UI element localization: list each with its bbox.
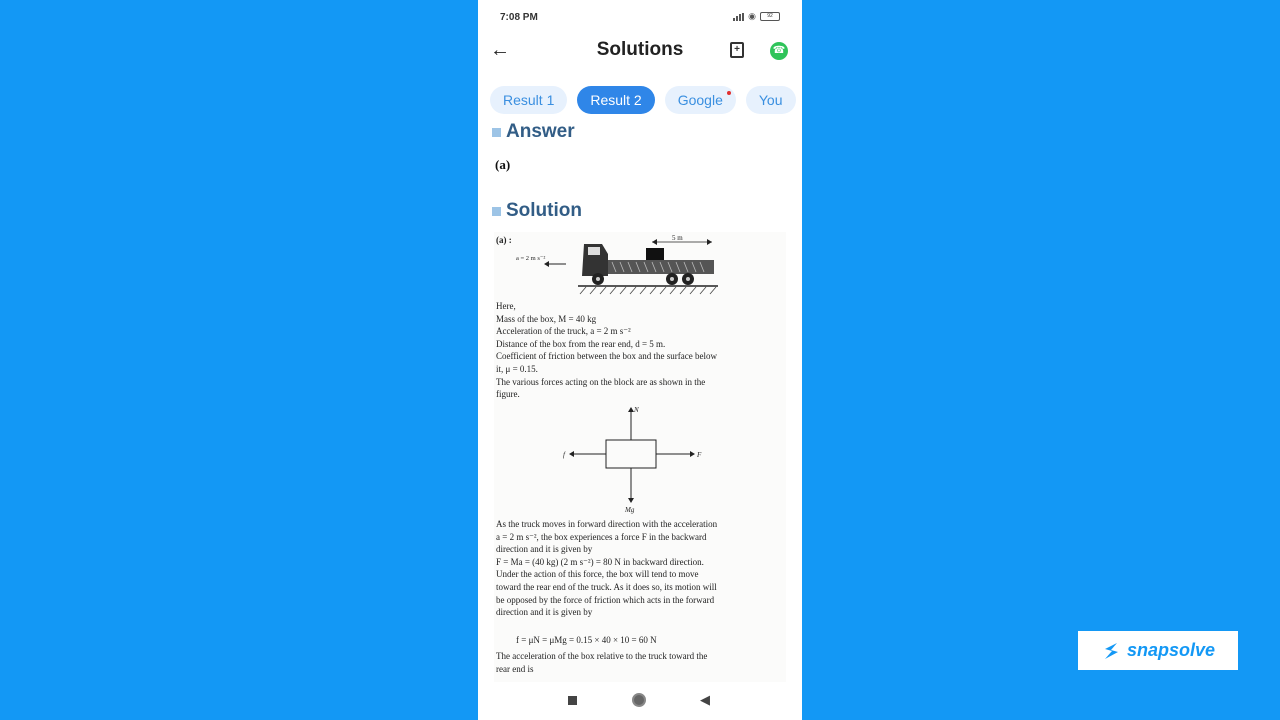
force-right-label: F [697,451,702,459]
text-line: a = 2 m s⁻², the box experiences a force F in the backward [496,531,707,542]
recents-icon[interactable] [568,696,577,705]
home-icon[interactable] [632,693,646,707]
text-line: Coefficient of friction between the box and the surface below [496,351,718,362]
text-line: The acceleration of the box relative to the truck toward the [496,651,708,661]
text-line: figure. [496,389,520,400]
tab-youtube[interactable]: You [746,86,796,114]
text-line: Under the action of this force, the box will tend to move [496,569,699,580]
truck-figure [514,232,724,296]
notification-dot [727,91,731,95]
solution-heading [492,200,582,222]
solution-part-label: (a) : [496,235,512,245]
nav-back-icon[interactable]: ◀ [700,692,710,707]
text-line: be opposed by the force of friction which acts in the forward [496,594,715,605]
tab-result-2[interactable]: Result 2 [577,86,654,114]
acceleration-label: a = 2 m s⁻² [516,255,546,262]
text-line: rear end is [496,663,534,674]
friction-equation: f = μN = μMg = 0.15 × 40 × 10 = 60 N [516,635,657,645]
text-line: Acceleration of the truck, a = 2 m s⁻² [496,326,631,337]
text-line: toward the rear end of the truck. As it does so, its motion will [496,581,717,592]
phone-screen [478,0,802,720]
battery-icon: 92 [760,12,780,21]
text-line: direction and it is given by [496,607,593,618]
back-arrow-icon[interactable]: ← [490,39,510,61]
force-left-label: f [563,451,565,459]
text-line: direction and it is given by [496,544,593,555]
force-diagram [554,404,714,516]
solution-image [494,232,786,682]
text-line: Here, [496,301,516,311]
text-line: Distance of the box from the rear end, d = 5 m. [496,338,666,349]
solution-heading-text: Solution [506,200,582,221]
answer-part: (a) [495,157,511,172]
text-line: As the truck moves in forward direction with the acceleration [496,519,718,529]
text-line: The various forces acting on the block are as shown in the [496,376,706,387]
distance-label: 5 m [672,234,683,242]
signal-icon [733,13,744,21]
status-bar [478,0,802,34]
whatsapp-icon[interactable]: ☎ [770,42,788,60]
bookmark-icon[interactable]: + [730,42,744,58]
answer-heading-text: Answer [506,121,575,142]
heading-square-icon [492,128,501,137]
explanation-text [496,518,768,619]
tab-google[interactable] [665,86,736,114]
given-text [496,300,768,401]
heading-square-icon [492,207,501,216]
closing-text [496,650,768,675]
status-time: 7:08 PM [500,12,538,23]
force-up-label: N [634,406,639,414]
result-tabs [490,86,796,114]
page-title: Solutions [596,39,684,60]
brand-name: snapsolve [1126,640,1216,660]
force-down-label: Mg [625,506,635,514]
text-line: Mass of the box, M = 40 kg [496,313,597,324]
text-line: it, μ = 0.15. [496,363,538,374]
wifi-icon: ◉ [748,11,756,21]
snapsolve-logo-icon [1101,641,1121,661]
answer-heading [492,121,575,143]
system-nav-bar [478,686,802,720]
app-bar [478,34,802,70]
text-line: F = Ma = (40 kg) (2 m s⁻²) = 80 N in backward direction. [496,556,704,567]
status-icons [733,11,780,22]
snapsolve-logo [1078,631,1238,670]
tab-google-label: Google [677,92,723,108]
tab-result-1[interactable]: Result 1 [490,86,567,114]
